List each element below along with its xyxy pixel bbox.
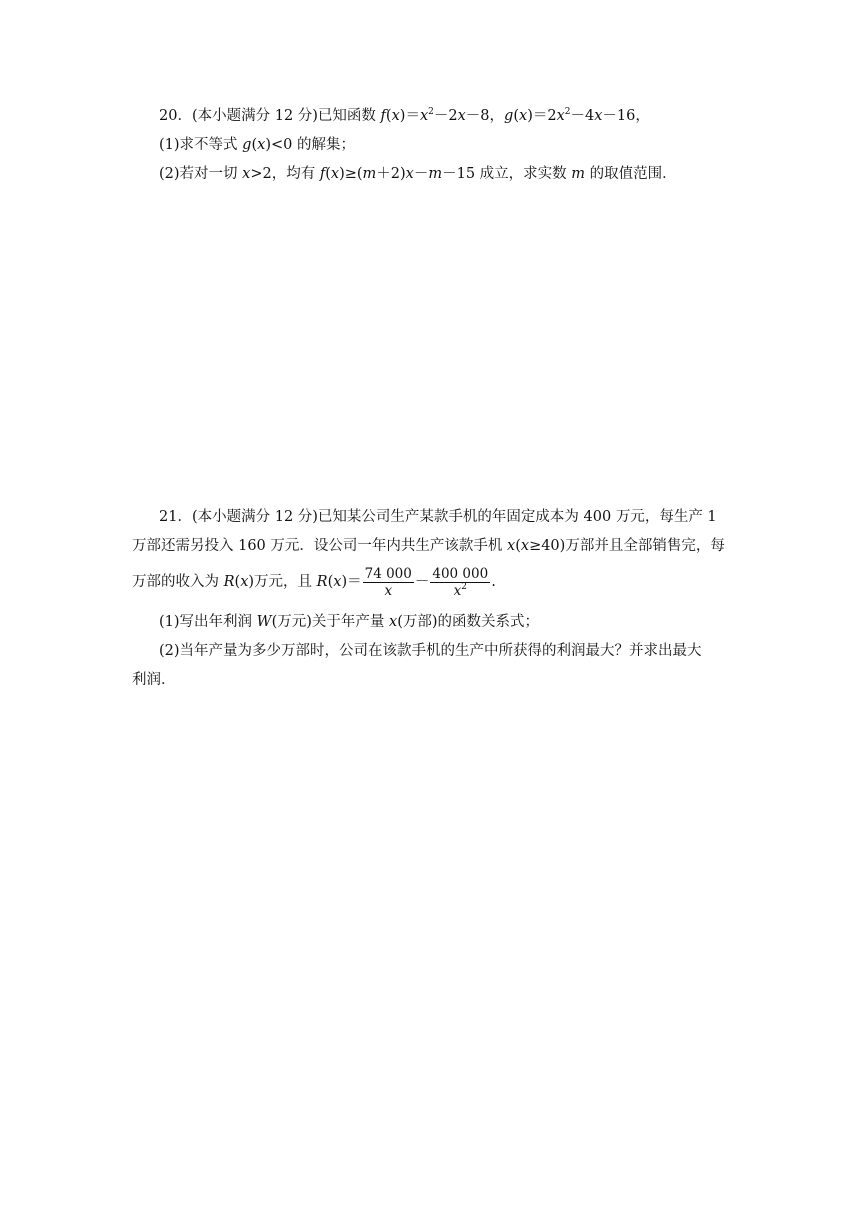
q20-p2-m3: m [571, 166, 586, 182]
q21-line2: 万部还需另投入 160 万元．设公司一年内共生产该款手机 x(x≥40)万部并且全部销售完，每 [132, 538, 725, 554]
q20-p2-m2: m [428, 166, 443, 182]
q20-x4: x [519, 108, 528, 124]
q21-line3: 万部的收入为 R(x)万元，且 R(x)＝ $\frac{74 000}{x}$ － $\frac{400 000}{x^2}$ . [132, 565, 496, 599]
q21-part1: (1)写出年利润 W(万元)关于年产量 x(万部)的函数关系式； [159, 614, 540, 630]
frac1-numerator: 74 000 [364, 565, 412, 582]
q21-part2-line1: (2)当年产量为多少万部时，公司在该款手机的生产中所获得的利润最大？并求出最大 [159, 643, 702, 659]
fraction-revenue-2 [430, 566, 490, 599]
frac2-numerator: 400 000 [432, 565, 489, 582]
q20-exp2: 2 [564, 107, 571, 117]
q21-Rx2: x [333, 574, 342, 590]
frac2-denominator [430, 583, 490, 599]
q20-f: f [380, 108, 386, 124]
q20-p2-x3: x [405, 166, 414, 182]
q20-p1-x: x [257, 137, 266, 153]
q20-head: 20．(本小题满分 12 分)已知函数 [159, 108, 381, 124]
line3-period: . [491, 574, 496, 590]
q20-part1: (1)求不等式 g(x)<0 的解集； [159, 137, 355, 153]
frac1-denominator [363, 583, 414, 599]
frac-minus: － [414, 574, 430, 590]
q20-p2-m: m [362, 166, 377, 182]
q20-part2: (2)若对一切 x>2，均有 f(x)≥(m＋2)x－m－15 成立，求实数 m 的取值范围． [159, 166, 677, 182]
q20-g: g [504, 108, 514, 124]
fraction-revenue-1 [363, 566, 414, 599]
q21-p1-x: x [389, 614, 398, 630]
frac2-den-var: x [453, 582, 462, 599]
q20-x1: x [391, 108, 400, 124]
q21-W: W [256, 614, 272, 630]
q20-p2-x: x [242, 166, 251, 182]
q20-p2-f: f [319, 166, 326, 182]
q20-x3: x [457, 108, 466, 124]
frac1-den-var: x [384, 582, 393, 599]
q21-Rx: x [240, 574, 249, 590]
q21-R: R [223, 574, 235, 590]
q20-x5: x [556, 108, 565, 124]
q20-p1-g: g [242, 137, 252, 153]
q21-x: x [507, 538, 516, 554]
frac2-den-exp: 2 [461, 581, 467, 592]
q20-p2-x2: x [330, 166, 340, 182]
q21-part2-line2: 利润． [132, 672, 176, 688]
q21-line1: 21．(本小题满分 12 分)已知某公司生产某款手机的年固定成本为 400 万元，每生产 1 [159, 509, 717, 525]
q21-R2: R [316, 574, 328, 590]
q20-x2: x [419, 108, 429, 124]
q20-stem: 20．(本小题满分 12 分)已知函数 $f(x)=x^2-2x-8$，$g(x)=2x^2-4x-16$， [159, 107, 650, 124]
q21-x2: x [520, 538, 530, 554]
q20-x6: x [594, 108, 603, 124]
q20-exp1: 2 [428, 107, 434, 117]
